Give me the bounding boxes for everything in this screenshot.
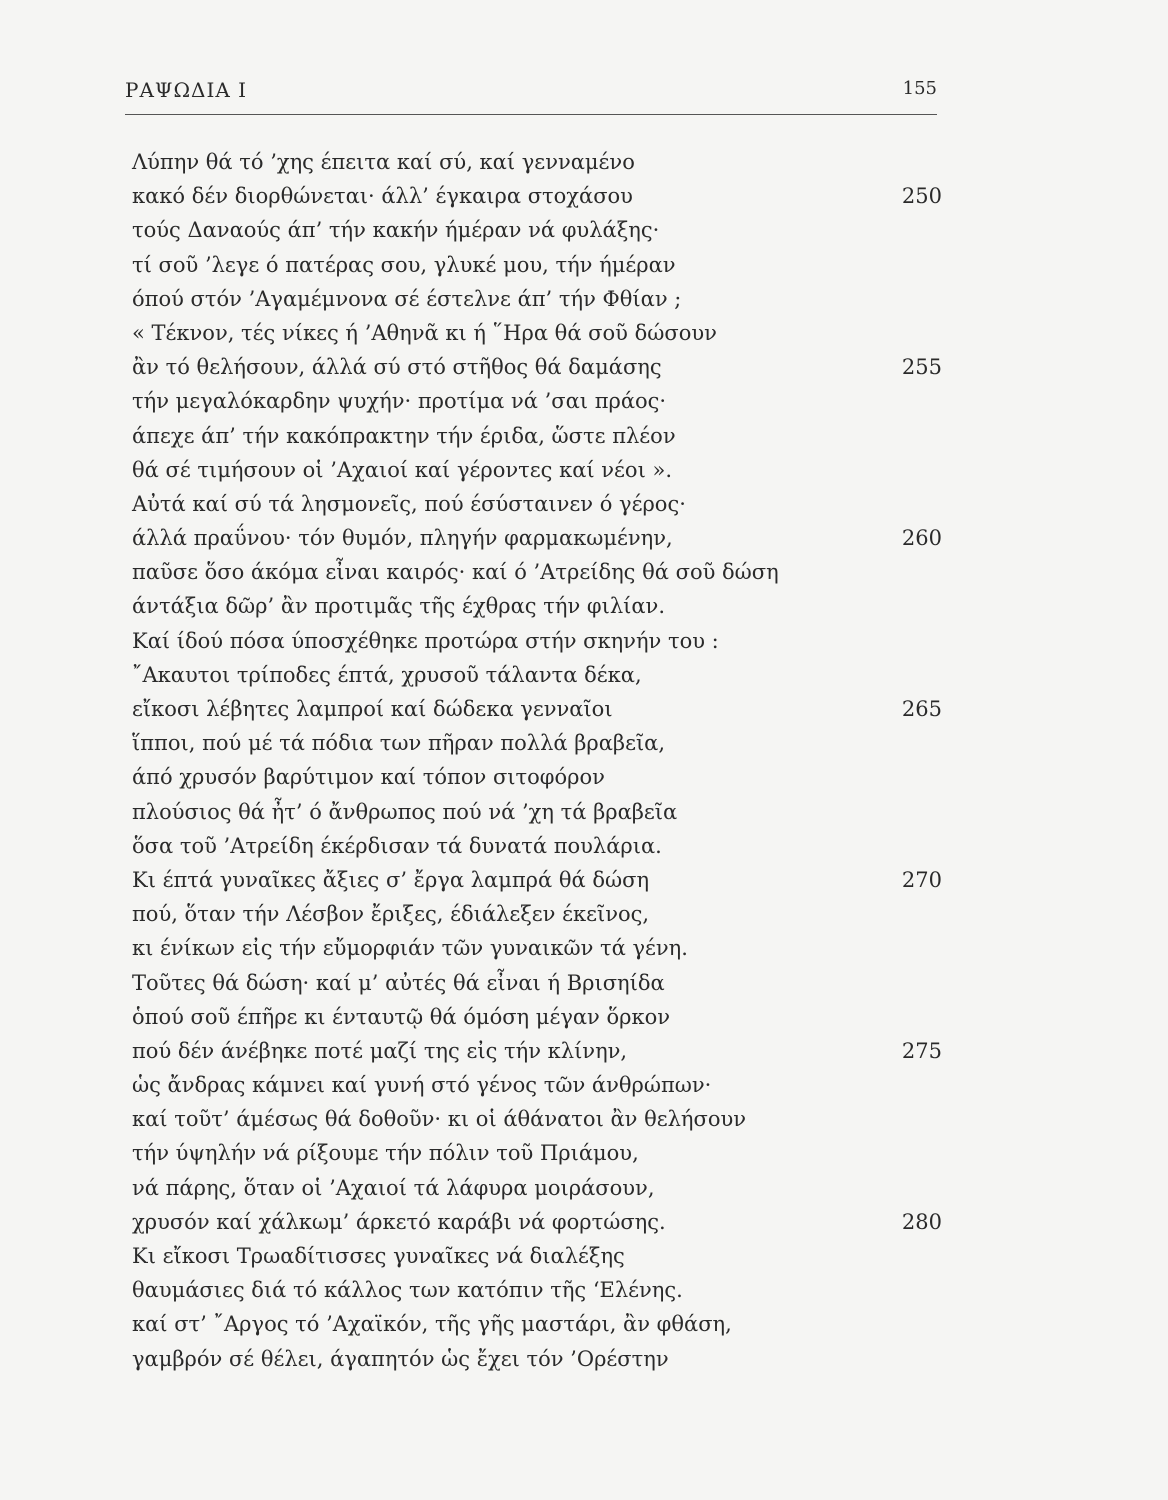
line-number: 265 bbox=[901, 697, 942, 721]
verse-text: γαμβρόν σέ θέλει, άγαπητόν ὡς ἔχει τόν ’Ορέστην bbox=[132, 1346, 669, 1371]
verse-text: χρυσόν καί χάλκωμ’ άρκετό καράβι νά φορτώσης. bbox=[132, 1209, 666, 1234]
verse-text: εἴκοσι λέβητες λαμπροί καί δώδεκα γενναῖοι bbox=[132, 697, 613, 721]
verse-text: « Τέκνον, τές νίκες ή ’Αθηνᾶ κι ή ῞Ηρα θά σοῦ δώσουν bbox=[132, 320, 717, 345]
verse-line bbox=[132, 897, 942, 931]
line-number: 260 bbox=[901, 526, 942, 551]
verse-text: όπού στόν ’Αγαμέμνονα σέ έστελνε άπ’ τήν Φθίαν ; bbox=[132, 286, 682, 311]
verse-text: νά πάρης, ὅταν οἱ ’Αχαιοί τά λάφυρα μοιράσουν, bbox=[132, 1175, 655, 1200]
verse-line bbox=[132, 829, 942, 863]
verse-line bbox=[132, 248, 942, 282]
verse-text: πού, ὅταν τήν Λέσβον ἔριξες, έδιάλεξεν έκεῖνος, bbox=[132, 902, 650, 927]
verse-text: θά σέ τιμήσουν οἱ ’Αχαιοί καί γέροντες καί νέοι ». bbox=[132, 457, 673, 482]
verse-text: τήν μεγαλόκαρδην ψυχήν· προτίμα νά ’σαι πράος· bbox=[132, 389, 667, 414]
verse-line bbox=[132, 624, 942, 658]
verse-text: ὅσα τοῦ ’Ατρείδη έκέρδισαν τά δυνατά πουλάρια. bbox=[132, 833, 662, 858]
verse-text: καί στ’ ῎Αργος τό ’Αχαϊκόν, τῆς γῆς μαστάρι, ἂν φθάση, bbox=[132, 1312, 732, 1337]
verse-text: ῎Ακαυτοι τρίποδες έπτά, χρυσοῦ τάλαντα δέκα, bbox=[132, 662, 642, 687]
running-title: ΡΑΨΩΔΙΑ Ι bbox=[125, 78, 248, 102]
verse-text: Καί ίδού πόσα ύποσχέθηκε προτώρα στήν σκηνήν του : bbox=[132, 628, 719, 653]
line-number: 255 bbox=[901, 355, 942, 380]
verse-text: καί τοῦτ’ άμέσως θά δοθοῦν· κι οἱ άθάνατοι ἂν θελήσουν bbox=[132, 1107, 747, 1132]
verse-text: άπό χρυσόν βαρύτιμον καί τόπον σιτοφόρον bbox=[132, 765, 605, 790]
verse-line bbox=[132, 966, 942, 1000]
verse-text: θαυμάσιες διά τό κάλλος των κατόπιν τῆς ‘Ελένης. bbox=[132, 1278, 683, 1303]
verse-line bbox=[132, 589, 942, 623]
verse-text: ἵπποι, πού μέ τά πόδια των πῆραν πολλά βραβεῖα, bbox=[132, 731, 666, 756]
verse-block bbox=[132, 145, 942, 1376]
verse-line bbox=[132, 795, 942, 829]
verse-line bbox=[132, 1171, 942, 1205]
verse-text: ἂν τό θελήσουν, άλλά σύ στό στῆθος θά δαμάσης bbox=[132, 355, 662, 380]
verse-text: Τοῦτες θά δώση· καί μ’ αὐτές θά εἶναι ή Βρισηίδα bbox=[132, 970, 665, 995]
verse-line bbox=[132, 350, 942, 384]
verse-line bbox=[132, 213, 942, 247]
verse-text: άλλά πραΰνου· τόν θυμόν, πληγήν φαρμακωμένην, bbox=[132, 526, 673, 551]
verse-line bbox=[132, 863, 942, 897]
verse-line bbox=[132, 145, 942, 179]
verse-line bbox=[132, 1307, 942, 1341]
verse-line bbox=[132, 384, 942, 418]
verse-text: Λύπην θά τό ’χης έπειτα καί σύ, καί γενναμένο bbox=[132, 150, 635, 174]
line-number: 250 bbox=[901, 184, 942, 209]
verse-line bbox=[132, 521, 942, 555]
verse-line bbox=[132, 282, 942, 316]
verse-line bbox=[132, 1034, 942, 1068]
verse-line bbox=[132, 1000, 942, 1034]
verse-line bbox=[132, 555, 942, 589]
verse-text: άπεχε άπ’ τήν κακόπρακτην τήν έριδα, ὥστε πλέον bbox=[132, 423, 676, 448]
verse-text: Αὐτά καί σύ τά λησμονεῖς, πού έσύσταινεν ό γέρος· bbox=[132, 491, 686, 516]
verse-text: τί σοῦ ’λεγε ό πατέρας σου, γλυκέ μου, τήν ήμέραν bbox=[132, 252, 676, 277]
verse-text: ὡς ἄνδρας κάμνει καί γυνή στό γένος τῶν άνθρώπων· bbox=[132, 1073, 712, 1098]
verse-line bbox=[132, 453, 942, 487]
verse-text: Κι έπτά γυναῖκες ἄξιες σ’ ἔργα λαμπρά θά δώση bbox=[132, 867, 650, 892]
verse-line bbox=[132, 179, 942, 213]
verse-line bbox=[132, 658, 942, 692]
verse-text: παῦσε ὅσο άκόμα εἶναι καιρός· καί ό ’Ατρείδης θά σοῦ δώση bbox=[132, 560, 779, 585]
verse-line bbox=[132, 316, 942, 350]
verse-text: πού δέν άνέβηκε ποτέ μαζί της εἰς τήν κλίνην, bbox=[132, 1038, 628, 1063]
page-header bbox=[125, 70, 937, 115]
verse-line bbox=[132, 1102, 942, 1136]
page-number: 155 bbox=[902, 78, 937, 99]
verse-line bbox=[132, 1273, 942, 1307]
line-number: 280 bbox=[901, 1209, 942, 1234]
verse-line bbox=[132, 726, 942, 760]
verse-line bbox=[132, 419, 942, 453]
verse-text: κι ένίκων εἰς τήν εὔμορφιάν τῶν γυναικῶν τά γένη. bbox=[132, 936, 688, 961]
verse-text: κακό δέν διορθώνεται· άλλ’ έγκαιρα στοχάσου bbox=[132, 184, 633, 209]
verse-line bbox=[132, 1136, 942, 1170]
verse-line bbox=[132, 487, 942, 521]
verse-text: ὁπού σοῦ έπῆρε κι ένταυτῷ θά όμόση μέγαν ὅρκον bbox=[132, 1004, 671, 1029]
verse-line bbox=[132, 692, 942, 726]
verse-line bbox=[132, 1239, 942, 1273]
verse-line bbox=[132, 1068, 942, 1102]
verse-text: τήν ύψηλήν νά ρίξουμε τήν πόλιν τοῦ Πριάμου, bbox=[132, 1141, 639, 1166]
verse-text: άντάξια δῶρ’ ἂν προτιμᾶς τῆς έχθρας τήν φιλίαν. bbox=[132, 594, 665, 619]
verse-text: Κι εἴκοσι Τρωαδίτισσες γυναῖκες νά διαλέξης bbox=[132, 1244, 625, 1268]
verse-line bbox=[132, 1205, 942, 1239]
line-number: 270 bbox=[901, 867, 942, 892]
verse-text: πλούσιος θά ἦτ’ ό ἄνθρωπος πού νά ’χη τά βραβεῖα bbox=[132, 799, 678, 824]
line-number: 275 bbox=[901, 1038, 942, 1063]
verse-line bbox=[132, 760, 942, 794]
verse-line bbox=[132, 931, 942, 965]
verse-text: τούς Δαναούς άπ’ τήν κακήν ήμέραν νά φυλάξης· bbox=[132, 218, 660, 243]
verse-line bbox=[132, 1342, 942, 1376]
